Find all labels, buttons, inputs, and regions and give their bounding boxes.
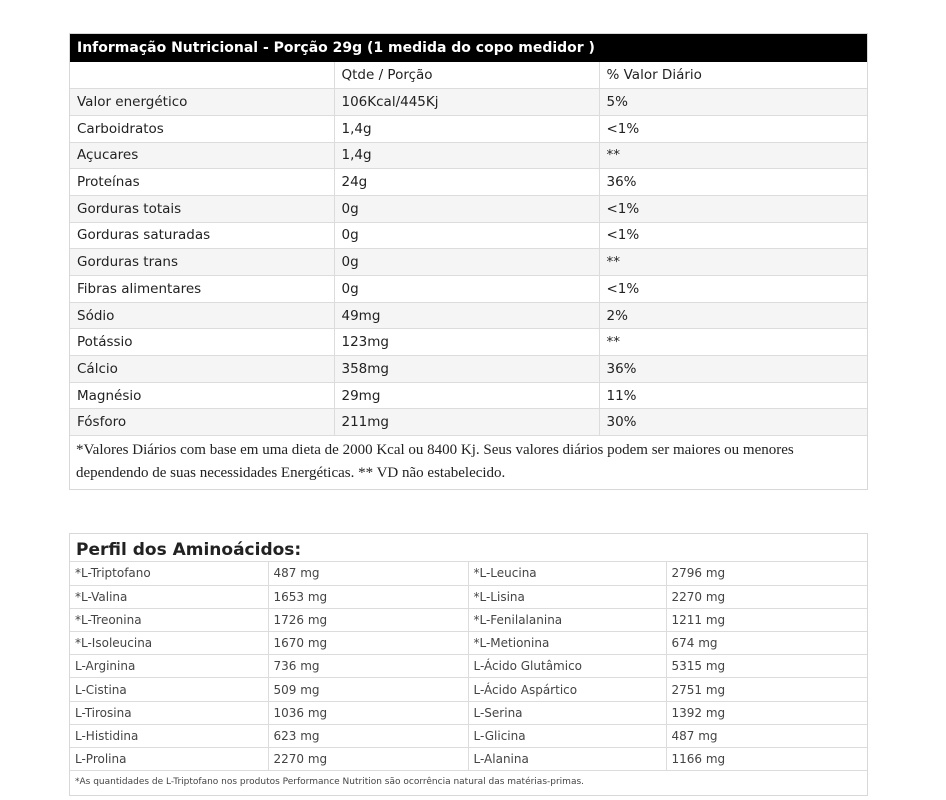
amino-name: *L-Valina	[70, 585, 268, 608]
nutrient-name: Açucares	[70, 142, 334, 169]
amino-name: L-Glicina	[468, 724, 666, 747]
nutrient-name: Gorduras totais	[70, 195, 334, 222]
table-row	[70, 276, 867, 303]
nutrient-daily-value: 36%	[599, 169, 867, 196]
table-row	[70, 115, 867, 142]
nutrient-name: Sódio	[70, 302, 334, 329]
nutrient-amount: 211mg	[334, 409, 599, 436]
table-row	[70, 89, 867, 116]
nutrient-daily-value: <1%	[599, 276, 867, 303]
nutrient-daily-value: 11%	[599, 382, 867, 409]
amino-name: L-Ácido Glutâmico	[468, 655, 666, 678]
nutrient-amount: 358mg	[334, 356, 599, 383]
amino-name: L-Prolina	[70, 748, 268, 771]
nutrient-daily-value: <1%	[599, 195, 867, 222]
amino-name: L-Alanina	[468, 748, 666, 771]
amino-amount: 1653 mg	[268, 585, 468, 608]
nutrition-footnote: *Valores Diários com base em uma dieta de 2000 Kcal ou 8400 Kj. Seus valores diários podem ser maiores ou menores dependendo de suas necessidades Energéticas. ** VD não estabelecido.	[76, 442, 794, 482]
column-header-nutrient	[70, 62, 334, 89]
amino-amount: 487 mg	[268, 562, 468, 585]
nutrient-name: Fósforo	[70, 409, 334, 436]
nutrient-daily-value: **	[599, 329, 867, 356]
amino-name: *L-Lisina	[468, 585, 666, 608]
table-row	[70, 724, 867, 747]
nutrient-daily-value: 30%	[599, 409, 867, 436]
amino-amount: 1670 mg	[268, 632, 468, 655]
amino-name: *L-Metionina	[468, 632, 666, 655]
nutrient-amount: 0g	[334, 195, 599, 222]
amino-acid-table	[69, 533, 868, 796]
nutrient-daily-value: **	[599, 142, 867, 169]
column-header-amount: Qtde / Porção	[334, 62, 599, 89]
nutrient-name: Cálcio	[70, 356, 334, 383]
nutrient-name: Gorduras trans	[70, 249, 334, 276]
amino-amount: 1392 mg	[666, 701, 867, 724]
nutrition-grid	[70, 62, 867, 436]
amino-name: *L-Treonina	[70, 608, 268, 631]
nutrient-amount: 1,4g	[334, 115, 599, 142]
nutrient-daily-value: <1%	[599, 222, 867, 249]
amino-amount: 1036 mg	[268, 701, 468, 724]
table-row	[70, 562, 867, 585]
table-row	[70, 195, 867, 222]
amino-title: Perfil dos Aminoácidos:	[70, 534, 867, 562]
nutrient-daily-value: 2%	[599, 302, 867, 329]
table-row	[70, 329, 867, 356]
amino-name: *L-Isoleucina	[70, 632, 268, 655]
amino-footnote: *As quantidades de L-Triptofano nos produtos Performance Nutrition são ocorrência natural das matérias-primas.	[75, 777, 585, 788]
amino-name: *L-Triptofano	[70, 562, 268, 585]
table-row	[70, 748, 867, 771]
nutrient-daily-value: 5%	[599, 89, 867, 116]
nutrient-amount: 29mg	[334, 382, 599, 409]
amino-amount: 736 mg	[268, 655, 468, 678]
amino-name: L-Tirosina	[70, 701, 268, 724]
amino-amount: 623 mg	[268, 724, 468, 747]
nutrient-daily-value: **	[599, 249, 867, 276]
nutrient-name: Valor energético	[70, 89, 334, 116]
nutrient-daily-value: 36%	[599, 356, 867, 383]
amino-amount: 1726 mg	[268, 608, 468, 631]
table-row	[70, 585, 867, 608]
amino-amount: 674 mg	[666, 632, 867, 655]
amino-amount: 509 mg	[268, 678, 468, 701]
table-row	[70, 249, 867, 276]
amino-name: L-Ácido Aspártico	[468, 678, 666, 701]
amino-amount: 2751 mg	[666, 678, 867, 701]
nutrient-name: Gorduras saturadas	[70, 222, 334, 249]
column-header-daily-value: % Valor Diário	[599, 62, 867, 89]
nutrient-daily-value: <1%	[599, 115, 867, 142]
nutrient-amount: 106Kcal/445Kj	[334, 89, 599, 116]
amino-name: *L-Leucina	[468, 562, 666, 585]
table-row	[70, 678, 867, 701]
amino-amount: 2270 mg	[268, 748, 468, 771]
nutrient-amount: 0g	[334, 249, 599, 276]
table-row	[70, 632, 867, 655]
nutrient-name: Carboidratos	[70, 115, 334, 142]
amino-amount: 2270 mg	[666, 585, 867, 608]
nutrient-amount: 24g	[334, 169, 599, 196]
table-row	[70, 356, 867, 383]
amino-name: *L-Fenilalanina	[468, 608, 666, 631]
nutrient-name: Magnésio	[70, 382, 334, 409]
amino-name: L-Serina	[468, 701, 666, 724]
table-row	[70, 701, 867, 724]
nutrition-header: Informação Nutricional - Porção 29g (1 medida do copo medidor )	[70, 34, 867, 62]
table-row	[70, 655, 867, 678]
table-row	[70, 409, 867, 436]
amino-amount: 1211 mg	[666, 608, 867, 631]
amino-name: L-Histidina	[70, 724, 268, 747]
nutrition-table	[69, 33, 868, 490]
nutrient-amount: 0g	[334, 222, 599, 249]
table-row	[70, 608, 867, 631]
amino-name: L-Cistina	[70, 678, 268, 701]
nutrient-amount: 0g	[334, 276, 599, 303]
amino-amount: 1166 mg	[666, 748, 867, 771]
amino-name: L-Arginina	[70, 655, 268, 678]
table-row	[70, 302, 867, 329]
amino-amount: 2796 mg	[666, 562, 867, 585]
nutrient-amount: 1,4g	[334, 142, 599, 169]
nutrient-amount: 123mg	[334, 329, 599, 356]
table-row	[70, 382, 867, 409]
nutrient-name: Fibras alimentares	[70, 276, 334, 303]
table-row	[70, 222, 867, 249]
table-row	[70, 169, 867, 196]
nutrient-amount: 49mg	[334, 302, 599, 329]
nutrition-column-headers	[70, 62, 867, 89]
nutrient-name: Potássio	[70, 329, 334, 356]
amino-grid	[70, 562, 867, 771]
amino-amount: 487 mg	[666, 724, 867, 747]
amino-amount: 5315 mg	[666, 655, 867, 678]
nutrient-name: Proteínas	[70, 169, 334, 196]
table-row	[70, 142, 867, 169]
